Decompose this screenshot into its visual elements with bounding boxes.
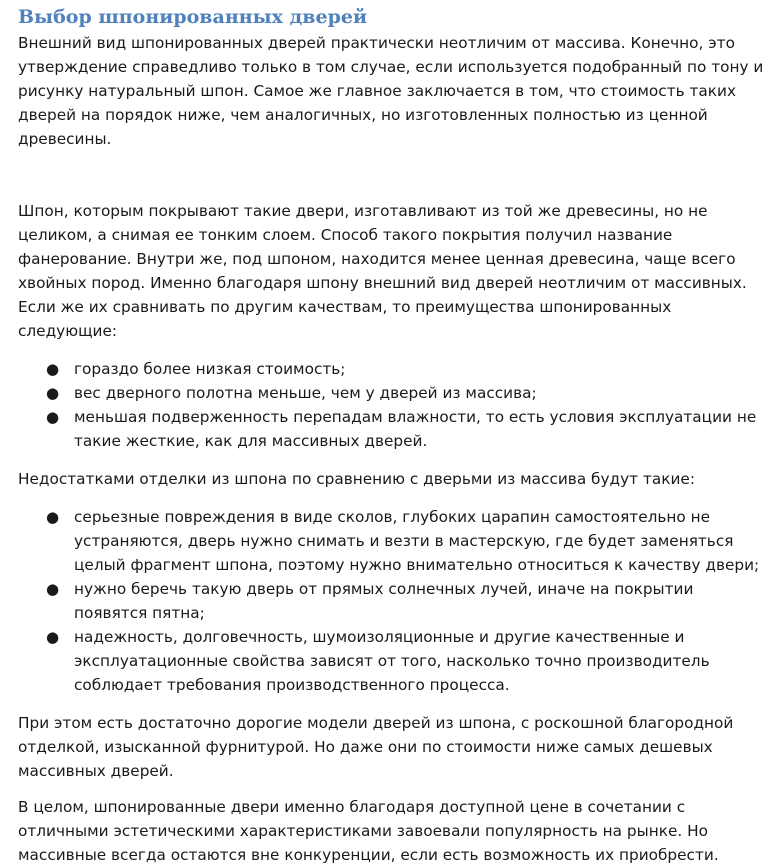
bullet-icon: ● [46,628,60,646]
intro-paragraph: Внешний вид шпонированных дверей практически неотличим от массива. Конечно, это утверждение справедливо только в том случае, если используется подобранный по тону и рисунку натуральный шпон. Самое же главное заключается в том, что стоимость таких дверей на порядок ниже, чем аналогичных, но изготовленных полностью из ценной древесины. [18,34,764,148]
paragraph-disadvantages-intro: Недостатками отделки из шпона по сравнению с дверьми из массива будут такие: [18,470,695,488]
list-item-text: меньшая подверженность перепадам влажности, то есть условия эксплуатации не такие жесткие, как для массивных дверей. [74,408,757,450]
bullet-icon: ● [46,508,60,526]
paragraph-expensive-models: При этом есть достаточно дорогие модели дверей из шпона, с роскошной благородной отделкой, изысканной фурнитурой. Но даже они по стоимости ниже самых дешевых массивных дверей. [18,714,734,780]
disadvantages-list [18,505,771,697]
bullet-icon: ● [46,384,60,402]
list-item-text: серьезные повреждения в виде сколов, глубоких царапин самостоятельно не устраняются, дверь нужно снимать и везти в мастерскую, где будет заменяться целый фрагмент шпона, поэтому нужно внимательно относиться к качеству двери; [74,508,760,574]
bullet-icon: ● [46,360,60,378]
list-item-text: нужно беречь такую дверь от прямых солнечных лучей, иначе на покрытии появятся пятна; [74,580,694,622]
list-item [18,625,771,697]
list-item-text: гораздо более низкая стоимость; [74,360,346,378]
list-item [18,505,771,577]
list-item-text: вес дверного полотна меньше, чем у дверей из массива; [74,384,537,402]
bullet-icon: ● [46,580,60,598]
list-item [18,381,771,405]
blank-space [18,151,771,199]
list-item [18,405,771,453]
list-item [18,577,771,625]
list-item [18,357,771,381]
paragraph-conclusion: В целом, шпонированные двери именно благодаря доступной цене в сочетании с отличными эстетическими характеристиками завоевали популярность на рынке. Но массивные всегда остаются вне конкуренции, если есть возможность их приобрести. [18,798,719,864]
advantages-list [18,357,771,453]
list-item-text: надежность, долговечность, шумоизоляционные и другие качественные и эксплуатационные свойства зависят от того, насколько точно производитель соблюдает требования производственного процесса. [74,628,710,694]
article-title: Выбор шпонированных дверей [18,6,368,28]
paragraph-veneer-description: Шпон, которым покрывают такие двери, изготавливают из той же древесины, но не целиком, а снимая ее тонким слоем. Способ такого покрытия получил название фанерование. Внутри же, под шпоном, находится менее ценная древесина, чаще всего хвойных пород. Именно благодаря шпону внешний вид дверей неотличим от массивных. Если же их сравнивать по другим качествам, то преимущества шпонированных следующие: [18,202,747,340]
bullet-icon: ● [46,408,60,426]
